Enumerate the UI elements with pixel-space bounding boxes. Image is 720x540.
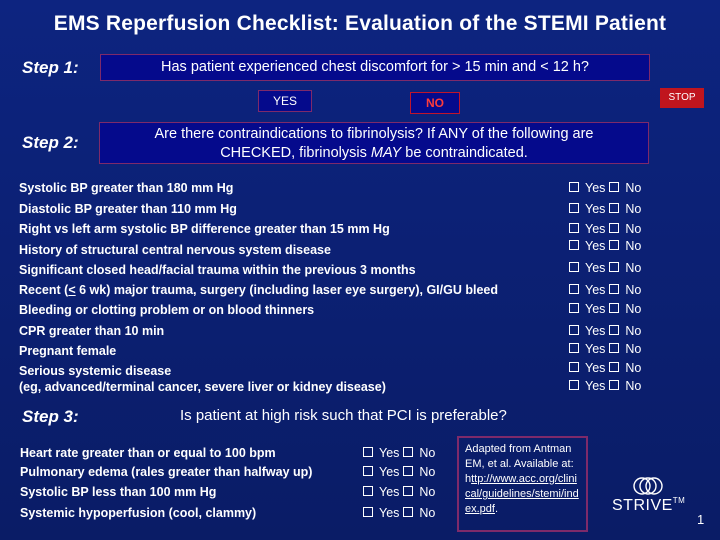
checkbox-icon[interactable] xyxy=(569,362,579,372)
checkbox-icon[interactable] xyxy=(363,466,373,476)
yes-no-row xyxy=(569,283,641,297)
no-label: No xyxy=(625,202,642,216)
strive-logo-text xyxy=(612,496,685,515)
criterion-text: Diastolic BP greater than 110 mm Hg xyxy=(19,202,237,216)
checkbox-icon[interactable] xyxy=(403,486,413,496)
yes-no-row xyxy=(363,465,435,479)
checkbox-icon[interactable] xyxy=(609,343,619,353)
yes-no-row xyxy=(569,222,641,236)
yes-no-row xyxy=(363,446,435,460)
no-label: No xyxy=(625,379,642,393)
checkbox-icon[interactable] xyxy=(569,284,579,294)
criterion-text: Significant closed head/facial trauma within the previous 3 months xyxy=(19,263,416,277)
yes-no-row xyxy=(363,485,435,499)
yes-label: Yes xyxy=(585,324,606,338)
checkbox-icon[interactable] xyxy=(569,203,579,213)
step2-question-line2 xyxy=(100,144,648,163)
checkbox-icon[interactable] xyxy=(569,303,579,313)
yes-label: Yes xyxy=(585,202,606,216)
step2-question-line2-em: MAY xyxy=(370,145,402,161)
checkbox-icon[interactable] xyxy=(609,303,619,313)
step2-question-line1: Are there contraindications to fibrinolysis? If ANY of the following are xyxy=(154,126,594,142)
criterion-text: (eg, advanced/terminal cancer, severe liver or kidney disease) xyxy=(19,380,386,394)
no-label: No xyxy=(625,222,642,236)
yes-label: Yes xyxy=(585,361,606,375)
checkbox-icon[interactable] xyxy=(569,182,579,192)
yes-no-row xyxy=(569,379,641,393)
checkbox-icon[interactable] xyxy=(569,223,579,233)
step1-label: Step 1: xyxy=(22,58,79,77)
yes-no-row xyxy=(363,506,435,520)
yes-label: Yes xyxy=(585,283,606,297)
criterion-text xyxy=(19,283,498,297)
yes-no-row xyxy=(569,181,641,195)
yes-no-row xyxy=(569,202,641,216)
checkbox-icon[interactable] xyxy=(609,182,619,192)
no-label: No xyxy=(625,342,642,356)
no-label: No xyxy=(419,465,436,479)
checkbox-icon[interactable] xyxy=(609,380,619,390)
checkbox-icon[interactable] xyxy=(609,325,619,335)
reference-link-prefix: h xyxy=(465,473,472,485)
step1-question: Has patient experienced chest discomfort for > 15 min and < 12 h? xyxy=(100,54,650,81)
yes-no-row xyxy=(569,261,641,275)
yes-no-row xyxy=(569,302,641,316)
checkbox-icon[interactable] xyxy=(609,203,619,213)
stop-box: STOP xyxy=(660,88,704,108)
yes-label: Yes xyxy=(585,222,606,236)
step3-label: Step 3: xyxy=(22,407,79,426)
page-title: EMS Reperfusion Checklist: Evaluation of the STEMI Patient xyxy=(53,12,667,35)
no-label: No xyxy=(625,361,642,375)
criterion-text: History of structural central nervous system disease xyxy=(19,243,331,257)
yes-label: Yes xyxy=(379,485,400,499)
step2-label: Step 2: xyxy=(22,133,79,152)
checkbox-icon[interactable] xyxy=(363,507,373,517)
no-label: No xyxy=(625,324,642,338)
yes-label: Yes xyxy=(585,181,606,195)
checkbox-icon[interactable] xyxy=(569,380,579,390)
checkbox-icon[interactable] xyxy=(569,240,579,250)
yes-label: Yes xyxy=(585,342,606,356)
yes-label: Yes xyxy=(585,239,606,253)
no-label: No xyxy=(625,181,642,195)
strive-logo-icon xyxy=(632,476,664,496)
checkbox-icon[interactable] xyxy=(609,284,619,294)
yes-no-row xyxy=(569,361,641,375)
yes-label: Yes xyxy=(585,261,606,275)
checkbox-icon[interactable] xyxy=(403,466,413,476)
criterion-text: Heart rate greater than or equal to 100 bpm xyxy=(20,446,276,460)
criterion-text: Pregnant female xyxy=(19,344,117,358)
criterion-text: Systolic BP less than 100 mm Hg xyxy=(20,485,217,499)
yes-label: Yes xyxy=(379,465,400,479)
checkbox-icon[interactable] xyxy=(569,343,579,353)
checkbox-icon[interactable] xyxy=(403,507,413,517)
reference-link[interactable]: ttp://www.acc.org/clinical/guidelines/stemi/index.pdf xyxy=(465,473,579,515)
checkbox-icon[interactable] xyxy=(569,262,579,272)
step2-question xyxy=(99,122,649,164)
reference-box xyxy=(457,436,588,532)
criterion-text-recent: Recent (< 6 wk) major trauma, surgery (including laser eye surgery), GI/GU bleed xyxy=(19,283,498,297)
reference-text: Adapted from Antman EM, et al. Available at: xyxy=(465,443,574,470)
strive-name: STRIVE xyxy=(612,497,673,514)
yes-label: Yes xyxy=(585,302,606,316)
checkbox-icon[interactable] xyxy=(403,447,413,457)
step1-no-box: NO xyxy=(410,92,460,114)
checkbox-icon[interactable] xyxy=(363,486,373,496)
yes-no-row xyxy=(569,342,641,356)
yes-label: Yes xyxy=(379,446,400,460)
checkbox-icon[interactable] xyxy=(363,447,373,457)
no-label: No xyxy=(625,283,642,297)
no-label: No xyxy=(419,485,436,499)
yes-label: Yes xyxy=(585,379,606,393)
checkbox-icon[interactable] xyxy=(609,262,619,272)
criterion-text: Serious systemic disease xyxy=(19,364,172,378)
yes-no-row xyxy=(569,239,641,253)
criterion-text: CPR greater than 10 min xyxy=(19,324,165,338)
criterion-text: Systemic hypoperfusion (cool, clammy) xyxy=(20,506,257,520)
checkbox-icon[interactable] xyxy=(569,325,579,335)
step2-question-line2-pre: CHECKED, fibrinolysis xyxy=(220,145,371,161)
trademark: TM xyxy=(672,496,686,505)
step1-yes-box: YES xyxy=(258,90,312,112)
reference-link-suffix: . xyxy=(494,503,499,515)
yes-label: Yes xyxy=(379,506,400,520)
checkbox-icon[interactable] xyxy=(609,223,619,233)
step3-question: Is patient at high risk such that PCI is preferable? xyxy=(180,407,507,424)
criterion-text: Bleeding or clotting problem or on blood thinners xyxy=(19,303,315,317)
no-label: No xyxy=(419,506,436,520)
criterion-text: Right vs left arm systolic BP difference greater than 15 mm Hg xyxy=(19,222,390,236)
checkbox-icon[interactable] xyxy=(609,362,619,372)
no-label: No xyxy=(625,239,642,253)
checkbox-icon[interactable] xyxy=(609,240,619,250)
no-label: No xyxy=(625,261,642,275)
no-label: No xyxy=(419,446,436,460)
yes-no-row xyxy=(569,324,641,338)
criterion-text: Pulmonary edema (rales greater than halfway up) xyxy=(20,465,313,479)
page-number: 1 xyxy=(697,512,705,527)
step2-question-line2-post: be contraindicated. xyxy=(401,145,528,161)
no-label: No xyxy=(625,302,642,316)
criterion-text: Systolic BP greater than 180 mm Hg xyxy=(19,181,234,195)
